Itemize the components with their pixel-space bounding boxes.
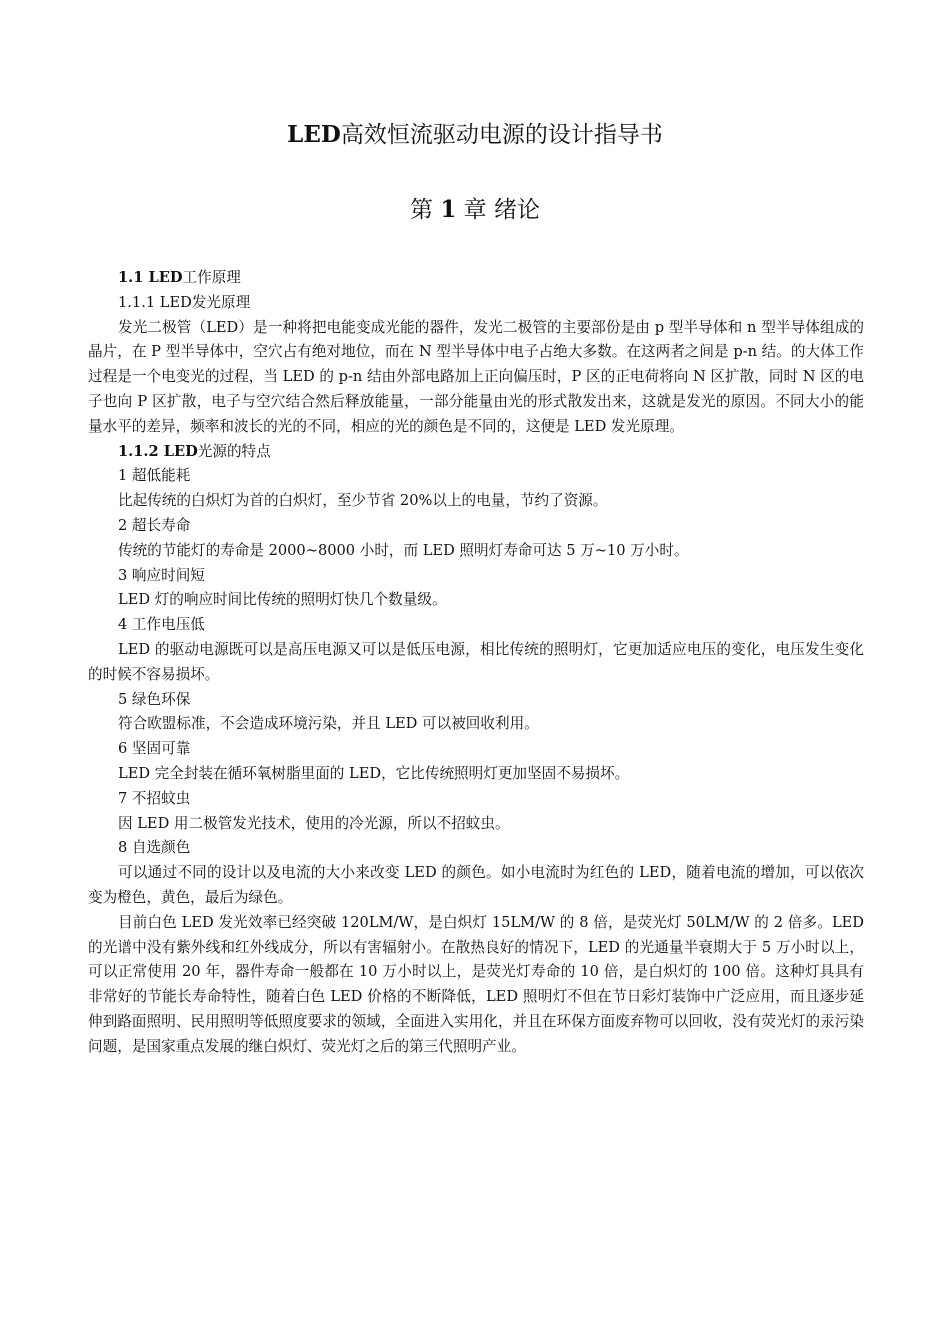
paragraph-principle: 发光二极管（LED）是一种将把电能变成光能的器件，发光二极管的主要部份是由 p 型半导体和 n 型半导体组成的晶片，在 P 型半导体中，空穴占有绝对地位，而在 N 型半导体中电子占绝大多数。在这两者之间是 p-n 结。的大体工作过程是一个电变光的过程，当 LED 的 p-n 结由外部电路加上正向偏压时，P 区的正电荷将向 N 区扩散，同时 N 区的电子也向 P 区扩散，电子与空穴结合然后释放能量，一部分能量由光的形式散发出来，这就是发光的原因。不同大小的能量水平的差异，频率和波长的光的不同，相应的光的颜色是不同的，这便是 LED 发光原理。 [88,318,864,435]
feature-text: 比起传统的白炽灯为首的白炽灯，至少节省 20%以上的电量，节约了资源。 [118,492,608,510]
section-heading-1-1-number: 1.1 LED [118,269,183,286]
feature-text: 符合欧盟标准，不会造成环境污染，并且 LED 可以被回收利用。 [118,715,539,733]
section-heading-1-1-2-number: 1.1.2 LED [118,442,198,460]
feature-text: LED 灯的响应时间比传统的照明灯快几个数量级。 [118,591,447,609]
section-heading-1-1-2 [88,440,864,465]
feature-heading: 5 绿色环保 [118,690,191,708]
document-title-latin: LED [287,121,341,148]
feature-heading: 2 超长寿命 [118,516,191,534]
section-heading-1-1-1: 1.1.1 LED发光原理 [118,293,251,311]
chapter-title [0,195,950,225]
feature-heading: 6 坚固可靠 [118,740,191,758]
feature-text: LED 的驱动电源既可以是高压电源又可以是低压电源，相比传统的照明灯，它更加适应电压的变化，电压发生变化的时候不容易损坏。 [88,640,864,683]
feature-text: 因 LED 用二极管发光技术，使用的冷光源，所以不招蚊虫。 [118,814,510,832]
document-body [88,266,864,1060]
section-heading-1-1 [88,266,864,291]
feature-heading: 7 不招蚊虫 [118,789,191,807]
document-title-rest: 高效恒流驱动电源的设计指导书 [340,122,663,148]
feature-heading: 3 响应时间短 [118,566,205,584]
feature-text: LED 完全封装在循环氧树脂里面的 LED，它比传统照明灯更加坚固不易损坏。 [118,764,630,782]
feature-heading: 4 工作电压低 [118,616,205,634]
feature-heading: 8 自选颜色 [118,839,191,857]
chapter-number: 1 [440,196,457,223]
feature-text: 可以通过不同的设计以及电流的大小来改变 LED 的颜色。如小电流时为红色的 LED，随着电流的增加，可以依次变为橙色，黄色，最后为绿色。 [88,864,864,906]
section-heading-1-1-2-text: 光源的特点 [197,442,271,460]
feature-heading: 1 超低能耗 [118,467,191,485]
document-title [0,120,950,150]
chapter-suffix: 章 绪论 [463,197,540,223]
feature-text: 传统的节能灯的寿命是 2000~8000 小时，而 LED 照明灯寿命可达 5 万~10 万小时。 [118,541,689,559]
section-heading-1-1-text: 工作原理 [182,269,241,286]
chapter-prefix: 第 [410,197,434,223]
paragraph-summary: 目前白色 LED 发光效率已经突破 120LM/W，是白炽灯 15LM/W 的 8 倍，是荧光灯 50LM/W 的 2 倍多。LED 的光谱中没有紫外线和红外线成分，所以有害辐射小。在散热良好的情况下，LED 的光通量半衰期大于 5 万小时以上，可以正常使用 20 年，器件寿命一般都在 10 万小时以上，是荧光灯寿命的 10 倍，是白炽灯的 100 倍。这种灯具具有非常好的节能长寿命特性，随着白色 LED 价格的不断降低，LED 照明灯不但在节日彩灯装饰中广泛应用，而且逐步延伸到路面照明、民用照明等低照度要求的领域，全面进入实用化，并且在环保方面废弃物可以回收，没有荧光灯的汞污染问题，是国家重点发展的继白炽灯、荧光灯之后的第三代照明产业。 [88,913,864,1055]
